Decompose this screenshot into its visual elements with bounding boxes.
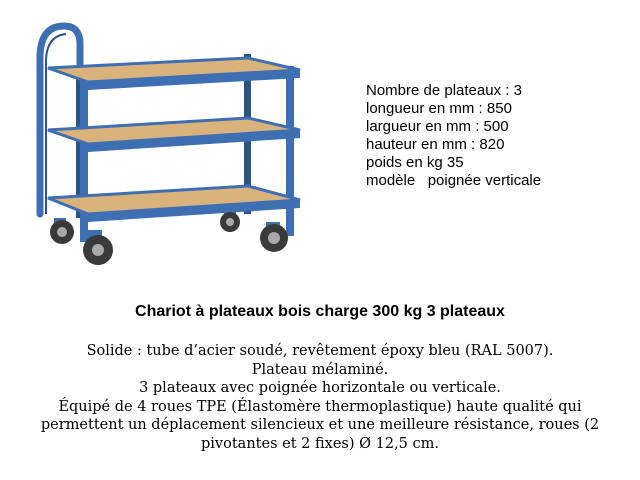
- spec-hauteur: hauteur en mm : 820: [366, 136, 505, 153]
- product-title: Chariot à plateaux bois charge 300 kg 3 plateaux: [135, 303, 505, 320]
- description-line: Solide : tube d’acier soudé, revêtement époxy bleu (RAL 5007).: [86, 343, 554, 359]
- trolley-illustration: [18, 18, 318, 280]
- description-line: Plateau mélaminé.: [251, 361, 389, 378]
- description-line: pivotantes et 2 fixes) Ø 12,5 cm.: [201, 435, 439, 452]
- description-line: 3 plateaux avec poignée horizontale ou verticale.: [139, 380, 501, 396]
- spec-modele: modèle poignée verticale: [366, 172, 542, 189]
- description-line: Équipé de 4 roues TPE (Élastomère thermoplastique) haute qualité qui: [58, 398, 582, 415]
- spec-largueur: largueur en mm : 500: [366, 118, 509, 135]
- spec-poids: poids en kg 35: [366, 154, 464, 171]
- specifications-list: [366, 82, 541, 190]
- spec-plateaux: Nombre de plateaux : 3: [366, 82, 522, 99]
- spec-longueur: longueur en mm : 850: [366, 100, 512, 117]
- product-description: [8, 342, 632, 453]
- description-line: permettent un déplacement silencieux et une meilleure résistance, roues (2: [40, 417, 600, 433]
- product-image: [18, 18, 318, 280]
